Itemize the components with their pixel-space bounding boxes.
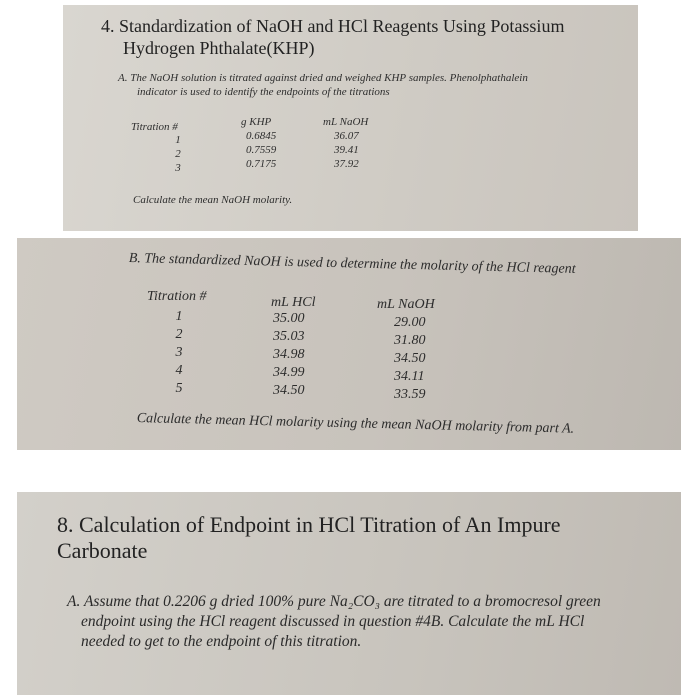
section8-heading-line1: 8. Calculation of Endpoint in HCl Titration of An Impure: [57, 512, 561, 537]
table-cell: 34.11: [394, 369, 425, 384]
table-cell: 2: [175, 148, 181, 160]
partB-table-ml-naoh-col: [394, 314, 426, 404]
section4-partA-line2: indicator is used to identify the endpoints of the titrations: [137, 86, 390, 98]
photo-section-8: [17, 492, 681, 695]
table-cell: 39.41: [334, 144, 359, 156]
photo-section-4: [63, 5, 638, 231]
section8-heading-line2: Carbonate: [57, 538, 148, 563]
table-cell: 35.03: [273, 329, 305, 344]
kht-table-header-g-khp: g KHP: [241, 116, 272, 128]
table-cell: 1: [175, 309, 183, 324]
table-cell: 34.99: [273, 365, 305, 380]
kht-table-g-khp-col: [246, 129, 276, 171]
table-cell: 31.80: [394, 333, 426, 348]
section4-question: Calculate the mean NaOH molarity.: [133, 194, 293, 206]
partB-table-header-titration: Titration #: [147, 289, 207, 304]
table-cell: 37.92: [334, 158, 359, 170]
table-cell: 1: [175, 134, 181, 146]
table-cell: 0.7559: [246, 144, 277, 156]
section4-heading-line2: Hydrogen Phthalate(KHP): [123, 38, 315, 58]
kht-table-ml-naoh-col: [334, 129, 359, 171]
kht-table-titration-col: [173, 133, 183, 175]
table-cell: 2: [175, 327, 183, 342]
table-cell: 34.50: [394, 351, 426, 366]
section4-heading-line1: 4. Standardization of NaOH and HCl Reagents Using Potassium: [101, 16, 565, 36]
photo-part-b: [17, 238, 681, 450]
partB-table-titration-col: [173, 308, 185, 398]
section4-partA-line1: A. The NaOH solution is titrated against dried and weighed KHP samples. Phenolphathalein: [118, 72, 528, 84]
table-cell: 4: [175, 363, 183, 378]
table-cell: 0.6845: [246, 130, 277, 142]
table-cell: 34.50: [273, 383, 305, 398]
table-cell: 34.98: [273, 347, 305, 362]
table-cell: 3: [175, 345, 183, 360]
table-cell: 36.07: [334, 130, 359, 142]
partB-table-header-ml-naoh: mL NaOH: [377, 297, 435, 312]
section8-partA-line3: needed to get to the endpoint of this titration.: [81, 633, 362, 650]
partB-title: B. The standardized NaOH is used to determine the molarity of the HCl reagent: [128, 250, 576, 277]
section8-partA-line2: endpoint using the HCl reagent discussed in question #4B. Calculate the mL HCl: [81, 613, 585, 630]
table-cell: 29.00: [394, 315, 426, 330]
table-cell: 35.00: [273, 311, 305, 326]
table-cell: 0.7175: [246, 158, 277, 170]
partB-table-ml-hcl-col: [273, 310, 305, 400]
partB-question: Calculate the mean HCl molarity using the mean NaOH molarity from part A.: [136, 410, 575, 437]
kht-table-header-ml-naoh: mL NaOH: [323, 116, 369, 128]
table-cell: 3: [175, 162, 181, 174]
kht-table-header-titration: Titration #: [131, 121, 178, 133]
section8-partA-line1: A. Assume that 0.2206 g dried 100% pure Na₂CO₃ are titrated to a bromocresol green: [67, 593, 601, 610]
partB-table-header-ml-hcl: mL HCl: [271, 295, 316, 310]
table-cell: 5: [175, 381, 183, 396]
table-cell: 33.59: [394, 387, 426, 402]
